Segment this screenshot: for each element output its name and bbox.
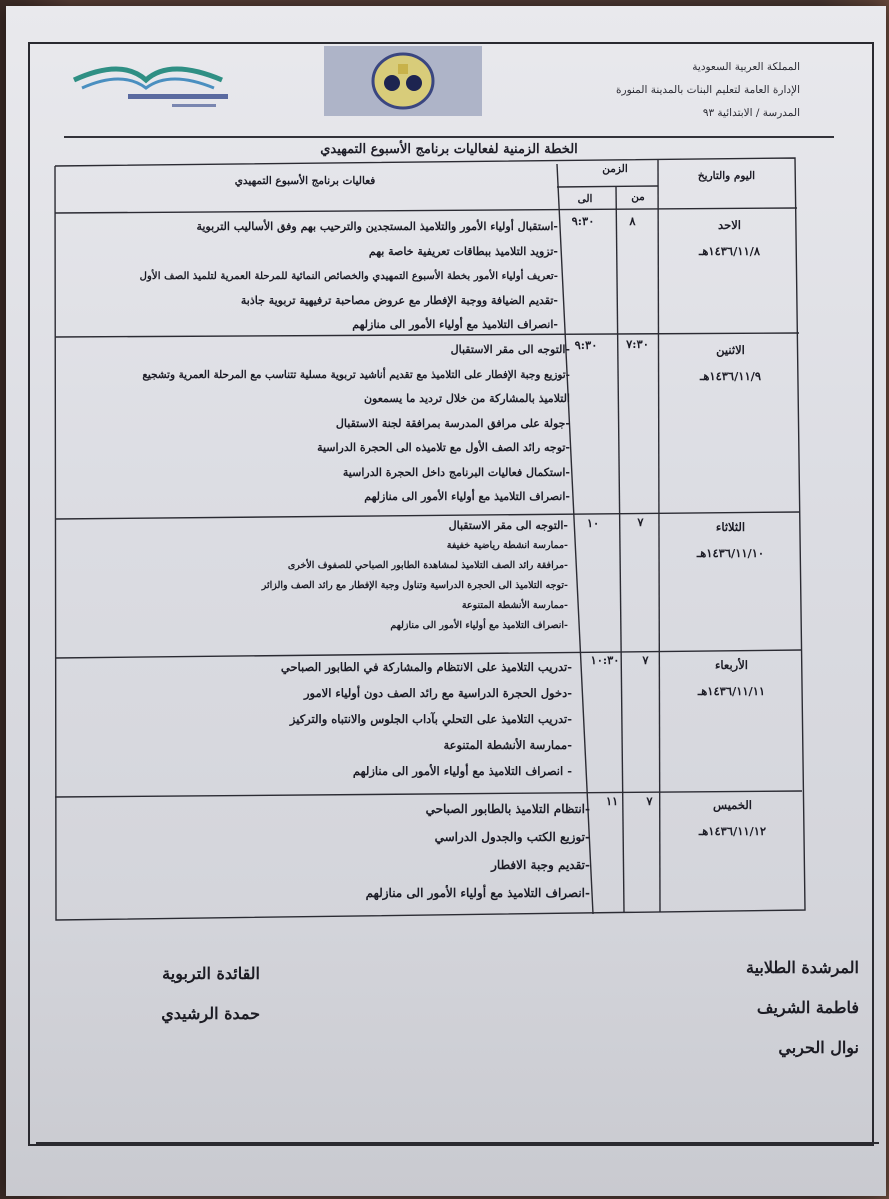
list-item: التلاميذ بالمشاركة من خلال ترديد ما يسمعون: [363, 392, 570, 405]
day-name: الثلاثاء: [715, 520, 746, 534]
time-from: ٧: [637, 515, 644, 529]
signature-name: نوال الحربي: [778, 1038, 859, 1057]
list-item: -ممارسة انشطة رياضية خفيفة: [446, 540, 568, 551]
time-to: ١٠: [586, 516, 600, 530]
table-row-day: [667, 212, 792, 264]
signature-block-principal: [60, 954, 260, 1034]
col-header-from: من: [631, 191, 645, 203]
list-item: -ممارسة الأنشطة المتنوعة: [443, 738, 572, 752]
list-item: -تدريب التلاميذ على الانتظام والمشاركة في الطابور الصباحي: [280, 660, 572, 674]
day-name: الاثنين: [716, 343, 745, 357]
table-row-day: [668, 514, 793, 566]
signature-name: حمدة الرشيدي: [161, 1004, 260, 1023]
list-item: - انصراف التلاميذ مع أولياء الأمور الى منازلهم: [352, 764, 572, 778]
day-date: ١٤٣٦/١١/١١هـ: [697, 684, 766, 698]
activities-list: [45, 338, 570, 510]
letterhead-text: [616, 56, 800, 125]
day-date: ١٤٣٦/١١/١٠هـ: [696, 546, 765, 560]
day-date: ١٤٣٦/١١/٨هـ: [698, 244, 761, 258]
list-item: -تقديم وجبة الافطار: [491, 858, 590, 872]
time-from: ٧: [642, 653, 649, 667]
activities-list: [48, 516, 568, 636]
time-from: ٧: [646, 794, 653, 808]
list-item: -انصراف التلاميذ مع أولياء الأمور الى منازلهم: [364, 490, 570, 503]
list-item: -توجه رائد الصف الأول مع تلاميذه الى الحجرة الدراسية: [317, 441, 570, 454]
list-item: -تزويد التلاميذ ببطاقات تعريفية خاصة بهم: [368, 244, 558, 258]
signature-block-counselor: [559, 948, 859, 1068]
letterhead-line-1: المملكة العربية السعودية: [692, 61, 800, 73]
list-item: -مرافقة رائد الصف التلاميذ لمشاهدة الطابور الصباحي للصفوف الأخرى: [287, 560, 568, 571]
day-name: الأربعاء: [715, 658, 748, 672]
col-header-activities: فعاليات برنامج الأسبوع التمهيدي: [234, 175, 376, 187]
list-item: -جولة على مرافق المدرسة بمرافقة لجنة الاستقبال: [335, 416, 570, 430]
activities-list: [70, 795, 590, 907]
day-date: ١٤٣٦/١١/٩هـ: [699, 369, 762, 383]
day-name: الاحد: [718, 218, 741, 232]
time-to: ٩:٣٠: [571, 214, 595, 228]
header-divider: [64, 136, 834, 138]
ministry-book-logo: [62, 54, 232, 124]
letterhead: [28, 42, 870, 138]
list-item: -استكمال فعاليات البرنامج داخل الحجرة الدراسية: [342, 465, 570, 479]
list-item: -تقديم الضيافة ووجبة الإفطار مع عروض مصاحبة ترفيهية تربوية جاذبة: [240, 293, 558, 307]
list-item: -استقبال أولياء الأمور والتلاميذ المستجدين والترحيب بهم وفق الأساليب التربوية: [196, 220, 558, 233]
col-header-day: اليوم والتاريخ: [697, 170, 756, 182]
list-item: -تعريف أولياء الأمور بخطة الأسبوع التمهيدي والخصائص النمائية للمرحلة العمرية لتلميذ الصف الأول: [139, 270, 558, 282]
col-header-to: الى: [577, 193, 593, 205]
list-item: -تدريب التلاميذ على التحلي بآداب الجلوس والانتباه والتركيز: [289, 712, 572, 726]
signature-name: فاطمة الشريف: [756, 998, 859, 1017]
list-item: -انصراف التلاميذ مع أولياء الأمور الى منازلهم: [390, 620, 568, 631]
table-row-day: [670, 792, 795, 844]
signature-role: المرشدة الطلابية: [745, 958, 859, 977]
letterhead-line-2: الإدارة العامة لتعليم البنات بالمدينة المنورة: [616, 84, 800, 96]
table-row-day: [668, 337, 793, 389]
list-item: -انصراف التلاميذ مع أولياء الأمور الى منازلهم: [365, 886, 590, 900]
time-from: ٨: [629, 214, 636, 228]
time-to: ٩:٣٠: [574, 338, 598, 352]
signature-role: القائدة التربوية: [162, 964, 260, 983]
activities-list: [52, 654, 572, 784]
list-item: -التوجه الى مقر الاستقبال: [450, 343, 570, 356]
list-item: -توجه التلاميذ الى الحجرة الدراسية وتناول وجبة الإفطار مع رائد الصف والزائر: [261, 580, 568, 591]
time-to: ١١: [605, 794, 619, 808]
activities-list: [38, 215, 558, 338]
table-row-day: [669, 652, 794, 704]
time-to: ١٠:٣٠: [590, 653, 620, 667]
col-header-time: الزمن: [602, 163, 628, 175]
list-item: -التوجه الى مقر الاستقبال: [448, 519, 568, 532]
day-name: الخميس: [713, 798, 752, 812]
page-title: الخطة الزمنية لفعاليات برنامج الأسبوع التمهيدي: [320, 142, 578, 157]
day-date: ١٤٣٦/١١/١٢هـ: [698, 824, 767, 838]
footer-divider: [36, 1142, 879, 1144]
list-item: -توزيع وجبة الإفطار على التلاميذ مع تقديم أناشيد تربوية مسلية تتناسب مع المرحلة العمرية وتشجيع: [142, 368, 570, 381]
time-from: ٧:٣٠: [626, 337, 649, 351]
school-emblem-logo: [324, 46, 482, 116]
list-item: -انصراف التلاميذ مع أولياء الأمور الى منازلهم: [352, 318, 558, 331]
letterhead-line-3: المدرسة / الابتدائية ٩٣: [702, 107, 800, 119]
list-item: -توزيع الكتب والجدول الدراسي: [434, 830, 590, 844]
list-item: -دخول الحجرة الدراسية مع رائد الصف دون أولياء الامور: [303, 686, 572, 700]
list-item: -ممارسة الأنشطة المتنوعة: [461, 600, 568, 611]
list-item: -انتظام التلاميذ بالطابور الصباحي: [425, 802, 590, 816]
